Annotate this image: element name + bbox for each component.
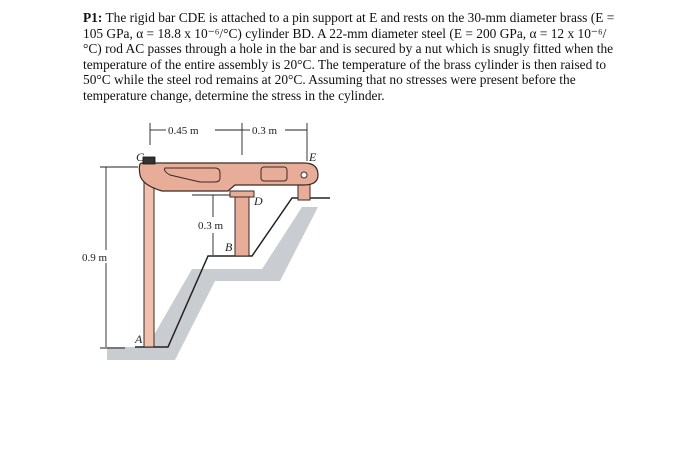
problem-label: P1: [83, 10, 103, 25]
point-D-label: D [254, 194, 263, 208]
rigid-bar-CDE [139, 157, 318, 191]
problem-text: The rigid bar CDE is attached to a pin support at E and rests on the 30-mm diameter brass (E = 105 GPa, α = 18.8 x 10⁻⁶/°C) cylinder BD. A 22-mm diameter steel (E = 200 GPa, α = 12 x 10⁻⁶/°C) rod AC passes through a hole in the bar and is secured by a nut which is snugly fitted when the temperature of the entire assembly is 20°C. The temperature of the brass cylinder is then raised to 50°C while the steel rod remains at 20°C. Assuming that no stresses were present before the temperature change, determine the stress in the cylinder. [83, 10, 615, 103]
point-B-label: B [225, 240, 233, 254]
dim-CD-label: 0.45 m [168, 125, 199, 137]
point-A-label: A [135, 332, 143, 346]
mechanism-figure [80, 115, 340, 375]
nut-icon [143, 157, 155, 164]
dim-DE-label: 0.3 m [252, 125, 278, 137]
bar-cylinder-diagram [80, 115, 340, 375]
point-C-label: C [136, 150, 145, 164]
dimension-lines [100, 123, 307, 348]
steel-rod-AC [144, 163, 154, 347]
point-E-label: E [309, 150, 317, 164]
dim-BD-label: 0.3 m [198, 220, 224, 232]
brass-cylinder-BD [230, 191, 254, 256]
problem-statement [83, 10, 623, 104]
dim-AC-label: 0.9 m [82, 252, 108, 264]
